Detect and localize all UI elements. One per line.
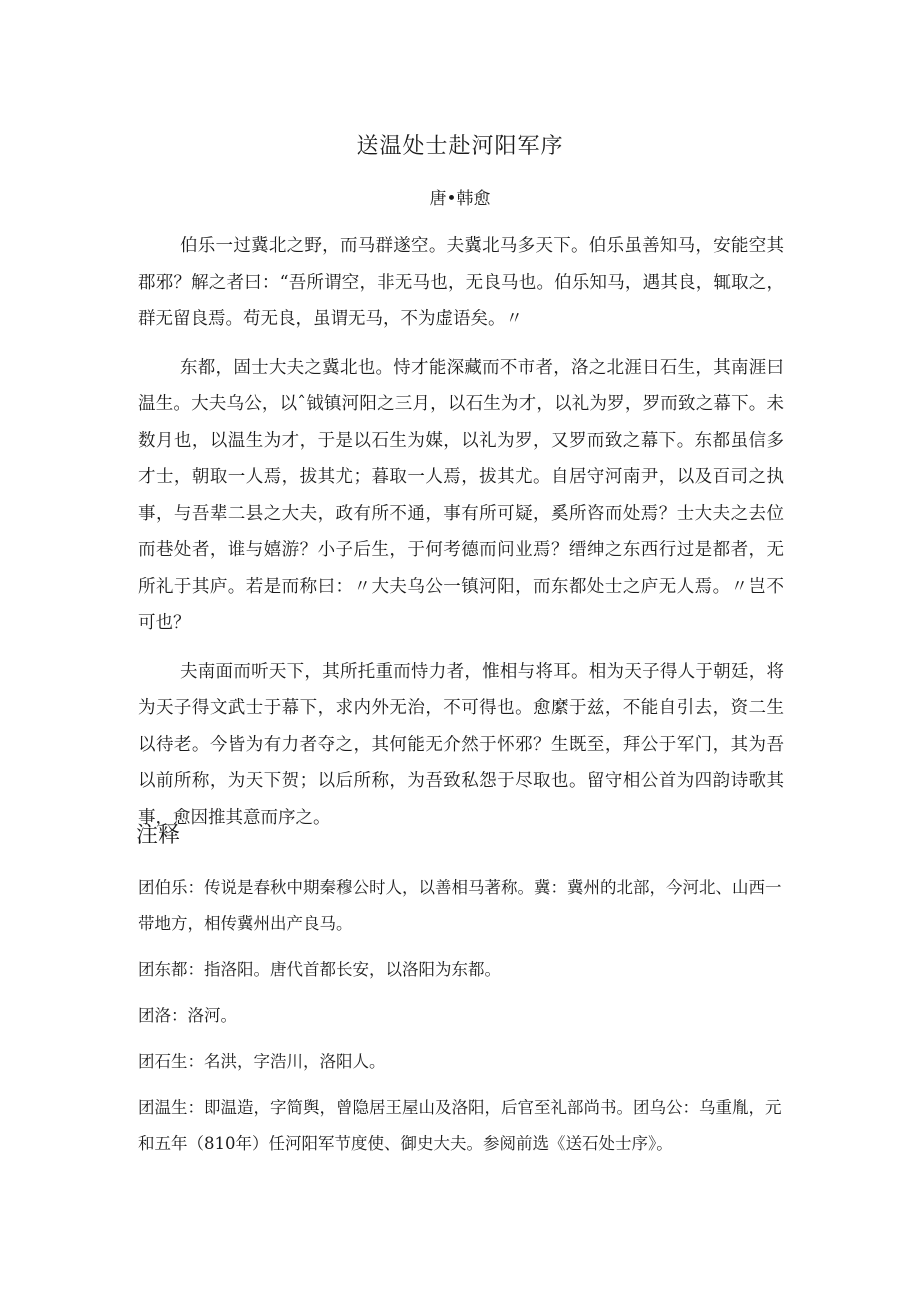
- note-item: 团温生：即温造，字简舆，曾隐居王屋山及洛阳，后官至礼部尚书。团乌公：乌重胤，元和五年（810年）任河阳军节度使、御史大夫。参阅前选《送石处士序》。: [138, 1098, 782, 1153]
- note-item: 团石生：名洪，字浩川，洛阳人。: [138, 1052, 386, 1071]
- notes-list: [138, 870, 784, 1172]
- document-body: [138, 228, 784, 848]
- body-paragraph: 东都，固士大夫之冀北也。恃才能深藏而不市者，洛之北涯日石生，其南涯曰温生。大夫乌公，以ˆ钺镇河阳之三月，以石生为才，以礼为罗，罗而致之幕下。未数月也，以温生为才，于是以石生为媒，以礼为罗，又罗而致之幕下。东都虽信多才士，朝取一人焉，拔其尤；暮取一人焉，拔其尤。自居守河南尹，以及百司之执事，与吾辈二县之大夫，政有所不通，事有所可疑，奚所咨而处焉？士大夫之去位而巷处者，谁与嬉游？小子后生，于何考德而问业焉？缙绅之东西行过是都者，无所礼于其庐。若是而称曰：〃大夫乌公一镇河阳，而东都处士之庐无人焉。〃岂不可也？: [138, 357, 784, 633]
- document-title: 送温处士赴河阳军序: [356, 134, 564, 159]
- body-paragraph: 伯乐一过冀北之野，而马群遂空。夫冀北马多天下。伯乐虽善知马，安能空其郡邪？解之者曰：“吾所谓空，非无马也，无良马也。伯乐知马，遇其良，辄取之，群无留良焉。苟无良，虽谓无马，不为虚语矣。〃: [138, 236, 784, 329]
- document-author: 唐•韩愈: [429, 189, 491, 209]
- body-paragraph: 夫南面而听天下，其所托重而恃力者，惟相与将耳。相为天子得人于朝廷，将为天子得文武士于幕下，求内外无治，不可得也。愈縻于兹，不能自引去，资二生以待老。今皆为有力者夺之，其何能无介然于怀邪？生既至，拜公于军门，其为吾以前所称，为天下贺；以后所称，为吾致私怨于尽取也。留守相公首为四韵诗歌其事，愈因推其意而序之。: [138, 661, 784, 828]
- notes-heading: 注释: [136, 823, 181, 848]
- note-item: 团洛：洛河。: [138, 1006, 237, 1025]
- note-item: 团东都：指洛阳。唐代首都长安，以洛阳为东都。: [138, 960, 501, 979]
- note-item: 团伯乐：传说是春秋中期秦穆公时人，以善相马著称。冀：冀州的北部，今河北、山西一带地方，相传冀州出产良马。: [138, 878, 782, 933]
